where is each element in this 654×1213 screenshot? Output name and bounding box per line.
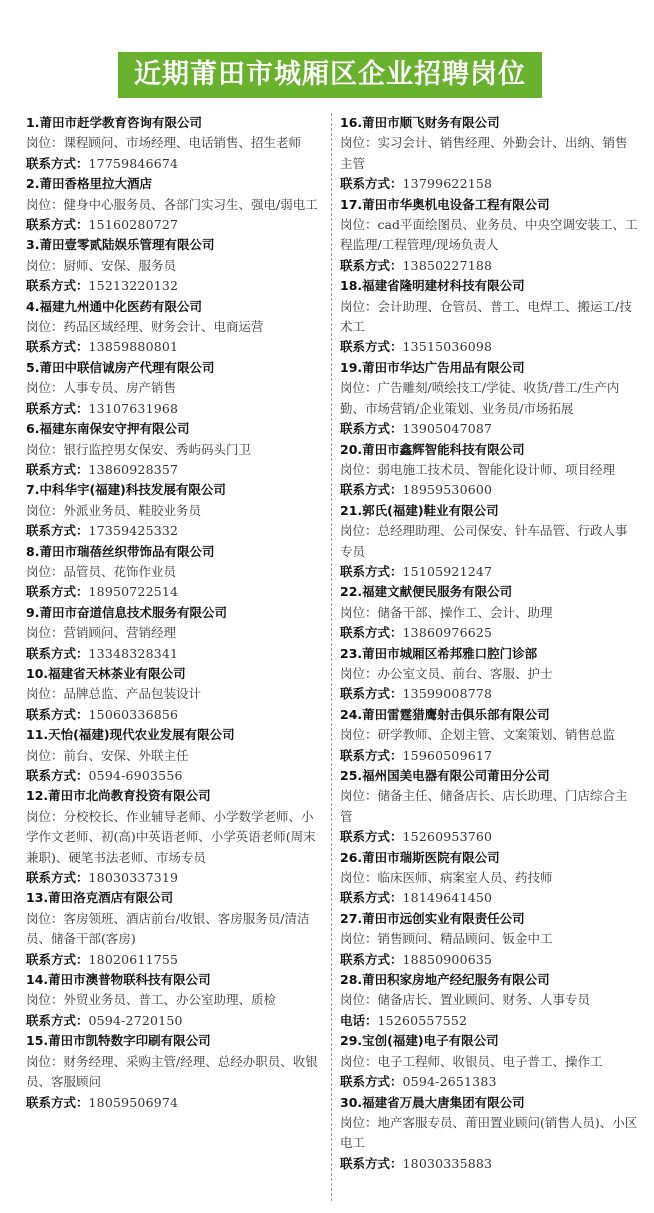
job-list: 药品区域经理、财务会计、电商运营 bbox=[63, 319, 264, 335]
job-list: 健身中心服务员、各部门实习生、强电/弱电工 bbox=[63, 196, 318, 212]
phone-number: 18959530600 bbox=[402, 482, 493, 498]
job-list: 储备店长、置业顾问、财务、人事专员 bbox=[377, 992, 591, 1008]
contact-info bbox=[26, 1011, 324, 1031]
phone-number: 13599008778 bbox=[402, 686, 493, 702]
company-entry bbox=[340, 582, 638, 643]
company-name: 9.莆田市奋道信息技术服务有限公司 bbox=[26, 604, 227, 620]
job-positions bbox=[340, 133, 638, 174]
contact-label: 联系方式： bbox=[340, 421, 403, 437]
contact-label: 联系方式： bbox=[340, 1074, 403, 1090]
job-list: 品管员、花饰作业员 bbox=[63, 563, 177, 579]
job-positions bbox=[26, 807, 324, 868]
phone-number: 13860928357 bbox=[88, 461, 179, 477]
company-entry bbox=[26, 664, 324, 725]
company-name: 27.莆田市远创实业有限责任公司 bbox=[340, 910, 525, 926]
job-list: 销售顾问、精品顾问、钣金中工 bbox=[377, 931, 553, 947]
company-entry bbox=[26, 480, 324, 541]
phone-number: 15260953760 bbox=[402, 829, 493, 845]
phone-number: 13859880801 bbox=[88, 339, 179, 355]
contact-info bbox=[340, 480, 638, 500]
company-entry bbox=[26, 888, 324, 970]
company-entry bbox=[340, 358, 638, 440]
company-name: 16.莆田市顺飞财务有限公司 bbox=[340, 115, 500, 130]
company-name: 26.莆田市瑞斯医院有限公司 bbox=[340, 849, 500, 865]
contact-label: 联系方式： bbox=[26, 339, 89, 355]
job-positions bbox=[340, 868, 638, 888]
contact-info bbox=[340, 562, 638, 582]
job-positions bbox=[340, 725, 638, 745]
job-list: 储备主任、储备店长、店长助理、门店综合主管 bbox=[340, 788, 628, 824]
job-label: 岗位： bbox=[26, 196, 64, 212]
job-positions bbox=[340, 603, 638, 623]
company-name: 12.莆田市北尚教育投资有限公司 bbox=[26, 788, 211, 804]
job-list: 会计助理、仓管员、普工、电焊工、搬运工/技术工 bbox=[340, 298, 632, 335]
job-label: 岗位： bbox=[340, 665, 378, 681]
phone-number: 15060336856 bbox=[88, 706, 179, 722]
company-name: 25.福州国美电器有限公司莆田分公司 bbox=[340, 768, 550, 783]
job-positions bbox=[340, 460, 638, 480]
company-name: 5.莆田中联信诚房产代理有限公司 bbox=[26, 359, 215, 375]
contact-label: 联系方式： bbox=[26, 155, 89, 171]
page-title: 近期莆田市城厢区企业招聘岗位 bbox=[118, 52, 542, 98]
company-entry bbox=[26, 603, 324, 664]
company-name: 13.莆田洛克酒店有限公司 bbox=[26, 890, 174, 906]
contact-info bbox=[340, 827, 638, 847]
phone-number: 13860976625 bbox=[402, 625, 493, 641]
job-positions bbox=[340, 786, 638, 827]
contact-label: 联系方式： bbox=[340, 339, 403, 355]
job-label: 岗位： bbox=[340, 217, 378, 233]
job-list: cad平面绘图员、业务员、中央空调安装工、工程监理/工程管理/现场负责人 bbox=[340, 217, 638, 253]
job-positions bbox=[26, 746, 324, 766]
job-list: 课程顾问、市场经理、电话销售、招生老师 bbox=[63, 135, 302, 151]
contact-info bbox=[26, 337, 324, 357]
company-entry bbox=[340, 848, 638, 909]
contact-info bbox=[340, 950, 638, 970]
job-positions bbox=[26, 317, 324, 337]
job-label: 岗位： bbox=[340, 992, 378, 1008]
job-list: 人事专员、房产销售 bbox=[63, 380, 177, 396]
job-label: 岗位： bbox=[340, 135, 378, 151]
company-name: 10.福建省天林茶业有限公司 bbox=[26, 665, 186, 681]
job-positions bbox=[26, 684, 324, 704]
job-label: 岗位： bbox=[340, 298, 378, 314]
contact-info bbox=[340, 1011, 638, 1031]
job-positions bbox=[26, 909, 324, 950]
company-entry bbox=[340, 644, 638, 705]
contact-label: 联系方式： bbox=[26, 645, 89, 661]
contact-info bbox=[340, 1154, 638, 1174]
job-list: 储备干部、操作工、会计、助理 bbox=[377, 604, 553, 620]
contact-label: 联系方式： bbox=[26, 706, 89, 722]
job-list: 品牌总监、产品包装设计 bbox=[63, 686, 202, 702]
job-label: 岗位： bbox=[340, 461, 378, 477]
contact-label: 联系方式： bbox=[340, 686, 403, 702]
company-entry bbox=[340, 705, 638, 766]
contact-label: 联系方式： bbox=[340, 951, 403, 967]
company-name: 21.郭氏(福建)鞋业有限公司 bbox=[340, 502, 499, 518]
company-name: 30.福建省万晨大唐集团有限公司 bbox=[340, 1094, 525, 1110]
job-label: 岗位： bbox=[26, 441, 64, 457]
job-list: 前台、安保、外联主任 bbox=[63, 747, 189, 763]
company-name: 28.莆田积家房地产经纪服务有限公司 bbox=[340, 972, 550, 988]
job-list: 弱电施工技术员、智能化设计师、项目经理 bbox=[377, 461, 616, 477]
company-name: 14.莆田市澳普物联科技有限公司 bbox=[26, 972, 211, 988]
job-positions bbox=[26, 378, 324, 398]
phone-number: 18950722514 bbox=[88, 584, 179, 600]
phone-number: 18149641450 bbox=[402, 890, 493, 906]
phone-number: 13850227188 bbox=[402, 257, 493, 273]
phone-number: 15105921247 bbox=[402, 563, 493, 579]
job-positions bbox=[26, 440, 324, 460]
contact-info bbox=[26, 868, 324, 888]
company-entry bbox=[340, 440, 638, 501]
company-entry bbox=[26, 235, 324, 296]
contact-info bbox=[26, 950, 324, 970]
company-entry bbox=[340, 113, 638, 195]
job-label: 岗位： bbox=[340, 788, 378, 804]
company-entry bbox=[26, 786, 324, 888]
company-name: 24.莆田雷霆猎鹰射击俱乐部有限公司 bbox=[340, 706, 550, 722]
job-label: 岗位： bbox=[26, 808, 64, 824]
company-entry bbox=[340, 970, 638, 1031]
contact-info bbox=[26, 215, 324, 235]
job-label: 岗位： bbox=[26, 686, 64, 702]
job-list: 分校校长、作业辅导老师、小学数学老师、小学作文老师、初(高)中英语老师、小学英语老师(周末兼职)、硬笔书法老师、市场专员 bbox=[26, 808, 316, 865]
job-label: 岗位： bbox=[26, 747, 64, 763]
contact-label: 电话： bbox=[340, 1012, 378, 1028]
phone-number: 15960509617 bbox=[402, 747, 493, 763]
job-label: 岗位： bbox=[340, 870, 378, 886]
contact-info bbox=[26, 766, 324, 786]
phone-number: 0594-6903556 bbox=[88, 768, 183, 783]
job-label: 岗位： bbox=[340, 1053, 378, 1069]
contact-label: 联系方式： bbox=[26, 523, 89, 539]
job-list: 研学教师、企划主管、文案策划、销售总监 bbox=[377, 727, 616, 743]
contact-label: 联系方式： bbox=[340, 747, 403, 763]
contact-info bbox=[340, 256, 638, 276]
company-entry bbox=[26, 1031, 324, 1113]
job-positions bbox=[340, 990, 638, 1010]
company-name: 17.莆田市华奥机电设备工程有限公司 bbox=[340, 196, 550, 212]
phone-number: 18020611755 bbox=[88, 951, 179, 967]
contact-info bbox=[340, 337, 638, 357]
contact-info bbox=[26, 582, 324, 602]
contact-label: 联系方式： bbox=[340, 829, 403, 845]
job-list: 厨师、安保、服务员 bbox=[63, 257, 177, 273]
job-positions bbox=[26, 623, 324, 643]
contact-info bbox=[26, 276, 324, 296]
job-positions bbox=[26, 256, 324, 276]
phone-number: 13515036098 bbox=[402, 339, 493, 355]
job-positions bbox=[340, 378, 638, 419]
company-entry bbox=[26, 970, 324, 1031]
job-positions bbox=[26, 195, 324, 215]
contact-label: 联系方式： bbox=[26, 870, 89, 886]
company-name: 3.莆田壹零贰陆娱乐管理有限公司 bbox=[26, 237, 215, 253]
job-label: 岗位： bbox=[26, 135, 64, 151]
job-positions bbox=[26, 501, 324, 521]
contact-info bbox=[26, 399, 324, 419]
job-label: 岗位： bbox=[26, 563, 64, 579]
contact-label: 联系方式： bbox=[26, 278, 89, 294]
left-column bbox=[26, 113, 324, 1113]
contact-label: 联系方式： bbox=[26, 400, 89, 416]
company-name: 1.莆田市赶学教育咨询有限公司 bbox=[26, 115, 202, 130]
contact-info bbox=[26, 154, 324, 174]
company-entry bbox=[340, 1031, 638, 1092]
company-name: 2.莆田香格里拉大酒店 bbox=[26, 176, 152, 192]
company-name: 11.天怡(福建)现代农业发展有限公司 bbox=[26, 727, 235, 743]
phone-number: 0594-2651383 bbox=[402, 1074, 497, 1090]
company-entry bbox=[340, 1093, 638, 1175]
company-entry bbox=[26, 174, 324, 235]
company-name: 29.宝创(福建)电子有限公司 bbox=[340, 1033, 499, 1049]
company-name: 20.莆田市鑫辉智能科技有限公司 bbox=[340, 441, 525, 457]
job-positions bbox=[340, 521, 638, 562]
company-entry bbox=[340, 276, 638, 358]
contact-label: 联系方式： bbox=[340, 482, 403, 498]
company-name: 6.福建东南保安守押有限公司 bbox=[26, 421, 190, 437]
job-positions bbox=[340, 297, 638, 338]
job-label: 岗位： bbox=[340, 523, 378, 539]
company-entry bbox=[26, 725, 324, 786]
company-entry bbox=[340, 195, 638, 277]
company-entry bbox=[26, 358, 324, 419]
contact-label: 联系方式： bbox=[340, 890, 403, 906]
company-name: 7.中科华宇(福建)科技发展有限公司 bbox=[26, 482, 226, 498]
phone-number: 18030337319 bbox=[88, 870, 179, 886]
job-positions bbox=[340, 929, 638, 949]
company-entry bbox=[340, 501, 638, 583]
company-name: 15.莆田市凯特数字印刷有限公司 bbox=[26, 1033, 211, 1049]
job-list: 财务经理、采购主管/经理、总经办职员、收银员、客服顾问 bbox=[26, 1053, 318, 1090]
job-label: 岗位： bbox=[340, 931, 378, 947]
company-name: 8.莆田市瑞蓓丝织带饰品有限公司 bbox=[26, 543, 215, 559]
phone-number: 15213220132 bbox=[88, 278, 179, 294]
contact-info bbox=[340, 888, 638, 908]
job-list: 广告雕刻/喷绘技工/学徒、收货/普工/生产内勤、市场营销/企业策划、业务员/市场拓展 bbox=[340, 380, 620, 416]
contact-label: 联系方式： bbox=[340, 176, 403, 192]
phone-number: 18059506974 bbox=[88, 1094, 179, 1110]
contact-info bbox=[26, 705, 324, 725]
job-positions bbox=[26, 1052, 324, 1093]
contact-info bbox=[26, 1093, 324, 1113]
contact-label: 联系方式： bbox=[26, 1012, 89, 1028]
job-label: 岗位： bbox=[340, 1114, 378, 1130]
job-positions bbox=[340, 1113, 638, 1154]
job-label: 岗位： bbox=[26, 1053, 64, 1069]
contact-info bbox=[26, 460, 324, 480]
job-list: 地产客服专员、莆田置业顾问(销售人员)、小区电工 bbox=[340, 1114, 638, 1151]
job-label: 岗位： bbox=[26, 319, 64, 335]
job-list: 外派业务员、鞋胶业务员 bbox=[63, 502, 202, 518]
phone-number: 13107631968 bbox=[88, 400, 179, 416]
job-positions bbox=[340, 215, 638, 256]
job-label: 岗位： bbox=[26, 910, 64, 926]
company-entry bbox=[26, 419, 324, 480]
right-column bbox=[340, 113, 638, 1174]
contact-info bbox=[340, 419, 638, 439]
company-entry bbox=[340, 766, 638, 848]
job-label: 岗位： bbox=[26, 625, 64, 641]
phone-number: 13348328341 bbox=[88, 645, 179, 661]
company-name: 18.福建省隆明建材科技有限公司 bbox=[340, 278, 525, 294]
phone-number: 17359425332 bbox=[88, 523, 179, 539]
job-list: 营销顾问、营销经理 bbox=[63, 625, 177, 641]
job-list: 外贸业务员、普工、办公室助理、质检 bbox=[63, 992, 277, 1008]
company-entry bbox=[26, 297, 324, 358]
job-positions bbox=[26, 990, 324, 1010]
phone-number: 0594-2720150 bbox=[88, 1012, 183, 1028]
company-entry bbox=[340, 909, 638, 970]
contact-info bbox=[26, 521, 324, 541]
contact-info bbox=[340, 1072, 638, 1092]
job-positions bbox=[340, 664, 638, 684]
contact-label: 联系方式： bbox=[340, 625, 403, 641]
job-label: 岗位： bbox=[26, 257, 64, 273]
contact-label: 联系方式： bbox=[26, 768, 89, 783]
contact-info bbox=[26, 644, 324, 664]
contact-label: 联系方式： bbox=[26, 584, 89, 600]
company-name: 23.莆田市城厢区希邦雅口腔门诊部 bbox=[340, 645, 538, 661]
contact-label: 联系方式： bbox=[26, 951, 89, 967]
job-label: 岗位： bbox=[26, 380, 64, 396]
job-label: 岗位： bbox=[340, 727, 378, 743]
phone-number: 18850900635 bbox=[402, 951, 493, 967]
company-name: 4.福建九州通中化医药有限公司 bbox=[26, 298, 202, 314]
contact-label: 联系方式： bbox=[340, 1155, 403, 1171]
job-list: 客房领班、酒店前台/收银、客房服务员/清洁员、储备干部(客房) bbox=[26, 910, 310, 947]
phone-number: 13905047087 bbox=[402, 421, 493, 437]
company-entry bbox=[26, 113, 324, 174]
job-label: 岗位： bbox=[26, 502, 64, 518]
job-label: 岗位： bbox=[340, 604, 378, 620]
contact-label: 联系方式： bbox=[26, 217, 89, 233]
phone-number: 17759846674 bbox=[88, 155, 179, 171]
job-list: 办公室文员、前台、客服、护士 bbox=[377, 665, 553, 681]
contact-label: 联系方式： bbox=[340, 257, 403, 273]
job-label: 岗位： bbox=[340, 380, 378, 396]
job-list: 银行监控男女保安、秀屿码头门卫 bbox=[63, 441, 252, 457]
job-list: 临床医师、病案室人员、药技师 bbox=[377, 870, 553, 886]
contact-label: 联系方式： bbox=[340, 563, 403, 579]
phone-number: 13799622158 bbox=[402, 176, 493, 192]
job-list: 实习会计、销售经理、外勤会计、出纳、销售主管 bbox=[340, 135, 628, 171]
contact-label: 联系方式： bbox=[26, 1094, 89, 1110]
company-name: 19.莆田市华达广告用品有限公司 bbox=[340, 359, 525, 375]
contact-info bbox=[340, 684, 638, 704]
company-name: 22.福建文献便民服务有限公司 bbox=[340, 584, 513, 600]
job-positions bbox=[340, 1052, 638, 1072]
column-divider bbox=[331, 113, 332, 1201]
job-positions bbox=[26, 133, 324, 153]
phone-number: 15160280727 bbox=[88, 217, 179, 233]
contact-info bbox=[340, 623, 638, 643]
contact-label: 联系方式： bbox=[26, 461, 89, 477]
job-list: 电子工程师、收银员、电子普工、操作工 bbox=[377, 1053, 603, 1069]
contact-info bbox=[340, 174, 638, 194]
job-positions bbox=[26, 562, 324, 582]
job-label: 岗位： bbox=[26, 992, 64, 1008]
phone-number: 18030335883 bbox=[402, 1155, 493, 1171]
phone-number: 15260557552 bbox=[377, 1012, 468, 1028]
job-list: 总经理助理、公司保安、针车品管、行政人事专员 bbox=[340, 523, 628, 559]
company-entry bbox=[26, 542, 324, 603]
contact-info bbox=[340, 746, 638, 766]
